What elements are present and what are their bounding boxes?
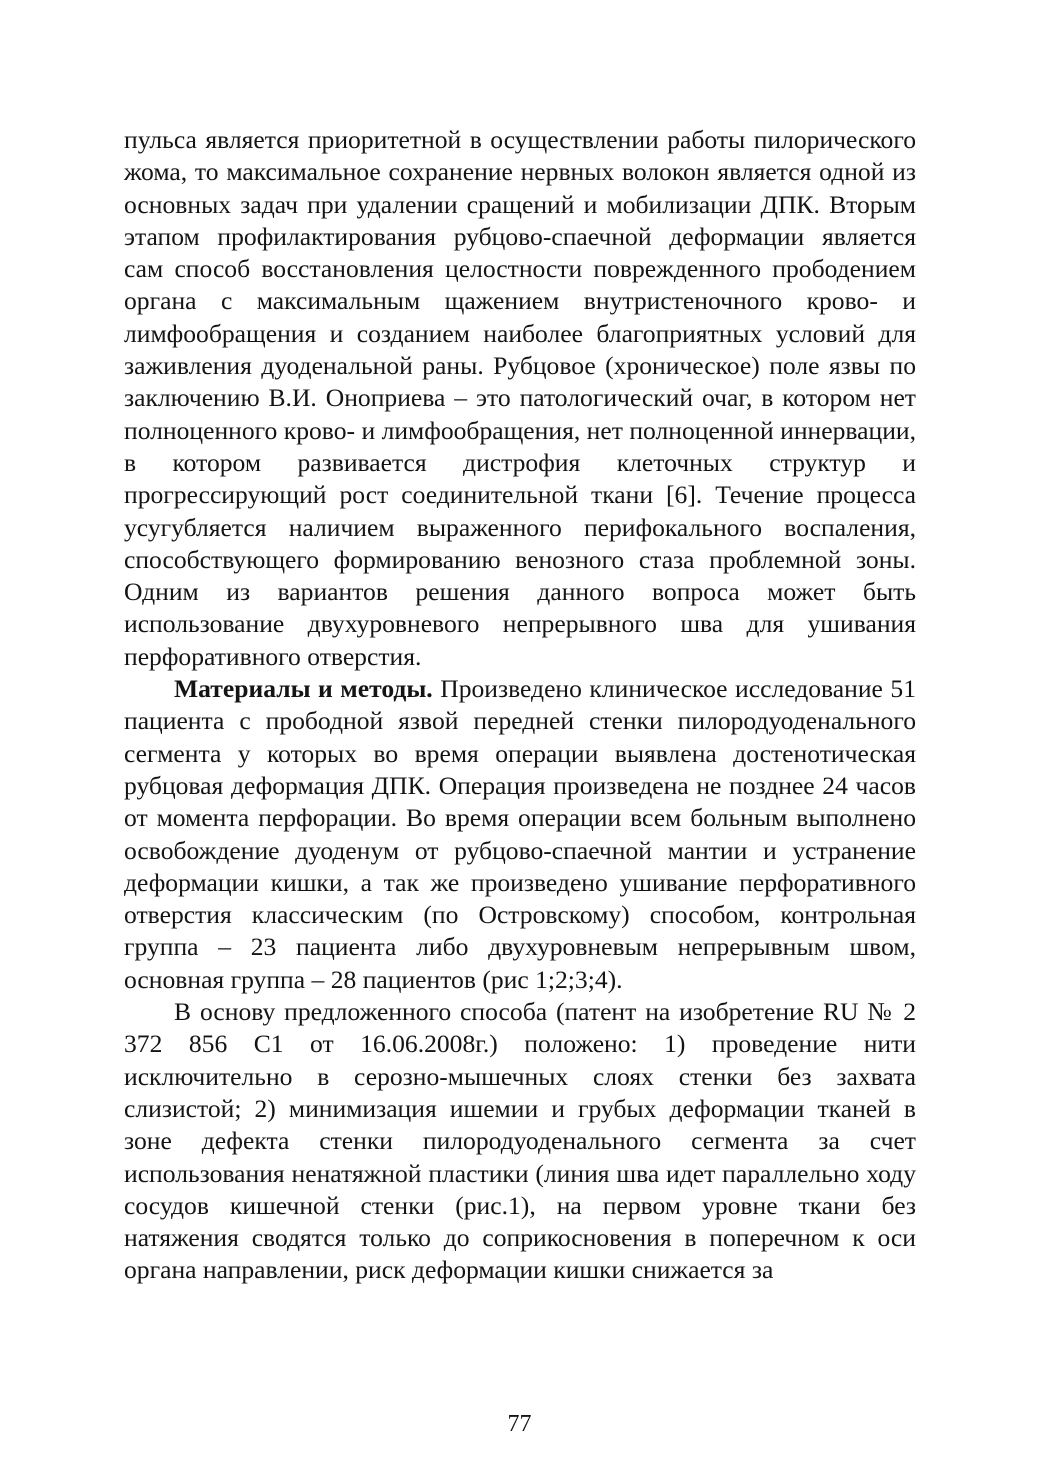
paragraph-continued: пульса является приоритетной в осуществлении работы пилорического жома, то максимальное сохранение нервных волокон является одной из основных задач при удалении сращений и мобилизации ДПК. Вторым этапом профилактирования рубцово-спаечной деформации является сам способ восстановления целостности поврежденного прободением органа с максимальным щажением внутристеночного крово- и лимфообращения и созданием наиболее благоприятных условий для заживления дуоденальной раны. Рубцовое (хроническое) поле язвы по заключению В.И. Оноприева – это патологический очаг, в котором нет полноценного крово- и лимфообращения, нет полноценной иннервации, в котором развивается дистрофия клеточных структур и прогрессирующий рост соединительной ткани [6]. Течение процесса усугубляется наличием выраженного перифокального воспаления, способствующего формированию венозного стаза проблемной зоны. Одним из вариантов решения данного вопроса может быть использование двухуровневого непрерывного шва для ушивания перфоративного отверстия. [124,125,916,671]
section-heading-materials-methods: Материалы и методы. [174,674,433,704]
paragraph-materials-methods [124,673,916,996]
page-body [124,124,916,1287]
paragraph-method-basis: В основу предложенного способа (патент на изобретение RU № 2 372 856 C1 от 16.06.2008г.) положено: 1) проведение нити исключительно в серозно-мышечных слоях стенки без захвата слизистой; 2) минимизация ишемии и грубых деформации тканей в зоне дефекта стенки пилородуоденального сегмента за счет использования ненатяжной пластики (линия шва идет параллельно ходу сосудов кишечной стенки (рис.1), на первом уровне ткани без натяжения сводятся только до соприкосновения в поперечном к оси органа направлении, риск деформации кишки снижается за [124,997,916,1285]
paragraph-materials-methods-text: Произведено клиническое исследование 51 пациента с прободной язвой передней стенки пилородуоденального сегмента у которых во время операции выявлена достенотическая рубцовая деформация ДПК. Операция произведена не позднее 24 часов от момента перфорации. Во время операции всем больным выполнено освобождение дуоденум от рубцово-спаечной мантии и устранение деформации кишки, а так же произведено ушивание перфоративного отверстия классическим (по Островскому) способом, контрольная группа – 23 пациента либо двухуровневым непрерывным швом, основная группа – 28 пациентов (рис 1;2;3;4). [124,674,917,994]
page-number: 77 [507,1411,532,1437]
